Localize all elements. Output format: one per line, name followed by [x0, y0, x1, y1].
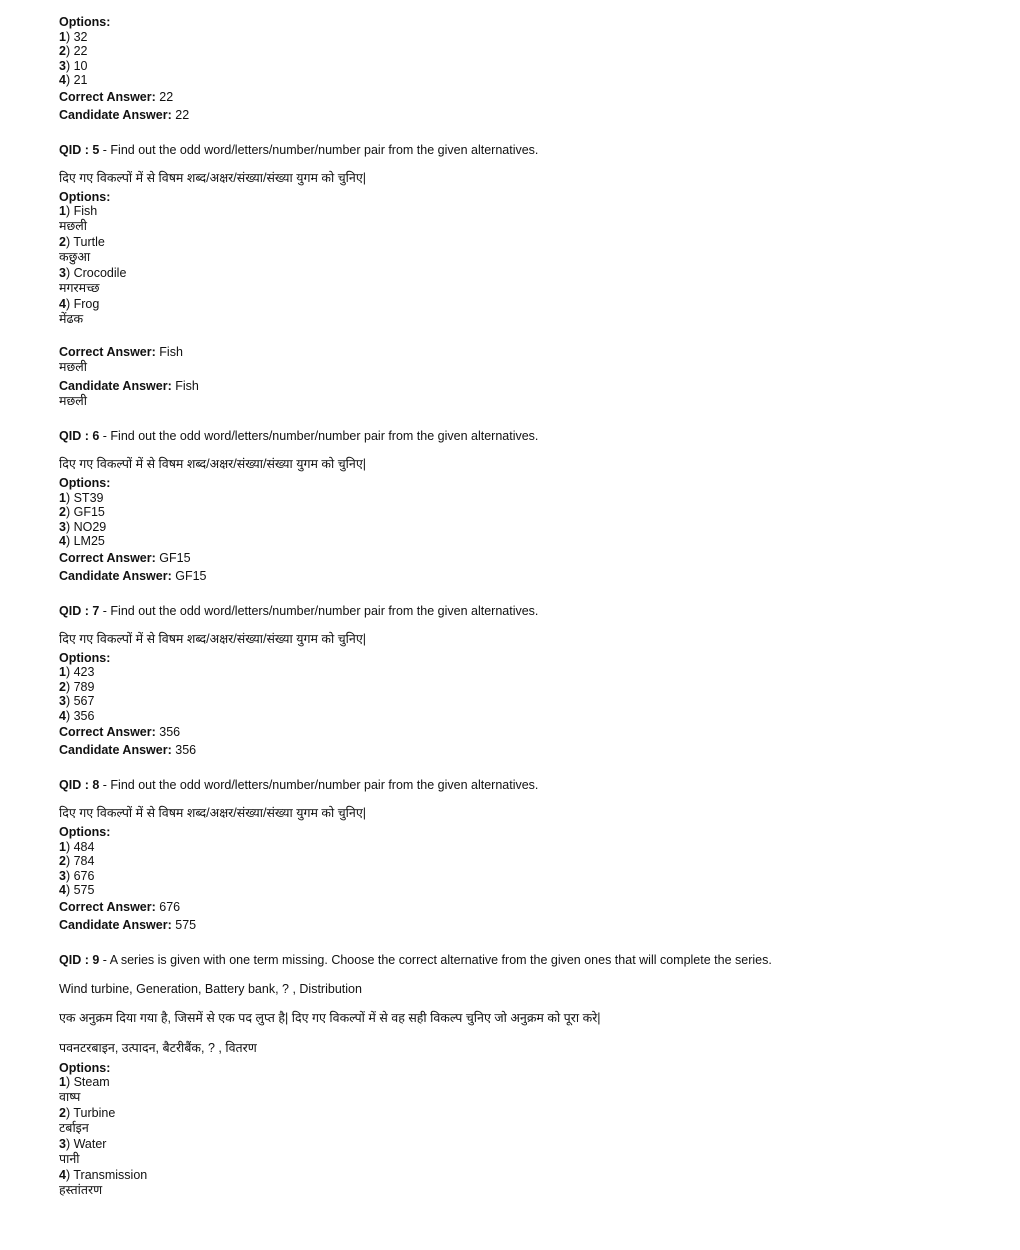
options-label: Options:: [59, 15, 111, 29]
option-2: 2) Turtle: [59, 235, 105, 249]
series-english: Wind turbine, Generation, Battery bank, ? , Distribution: [59, 981, 362, 996]
question-9: [59, 952, 999, 1198]
option-3: 3) NO29: [59, 519, 107, 534]
question-text: QID : 7 - Find out the odd word/letters/number/number pair from the given alternatives.: [59, 603, 539, 618]
option-1-hindi: मछली: [59, 218, 87, 233]
option-1: 1) 484: [59, 839, 95, 854]
option-2: 2) Turbine: [59, 1106, 116, 1120]
question-7: [59, 603, 999, 760]
option-3: 3) Water: [59, 1137, 107, 1151]
question-5: [59, 142, 999, 409]
option-2: 2) GF15: [59, 505, 105, 519]
option-4-hindi: हस्तांतरण: [59, 1182, 103, 1197]
document-page: [59, 15, 999, 1197]
correct-answer: Correct Answer: 22: [59, 89, 174, 104]
candidate-answer-hindi: मछली: [59, 393, 87, 408]
candidate-answer: Candidate Answer: 22: [59, 107, 190, 122]
correct-answer: Correct Answer: GF15: [59, 550, 191, 565]
question-6: [59, 428, 999, 585]
option-4: 4) 575: [59, 883, 95, 897]
question-8: [59, 777, 999, 934]
option-4: 4) Frog: [59, 297, 100, 311]
option-3: 3) 10: [59, 58, 88, 73]
correct-answer: Correct Answer: 676: [59, 899, 181, 914]
option-1: 1) Fish: [59, 204, 98, 218]
options-label: Options:: [59, 650, 111, 665]
option-1-hindi: वाष्प: [59, 1089, 81, 1104]
option-2: 2) 22: [59, 44, 88, 58]
option-3-hindi: पानी: [59, 1151, 80, 1166]
option-1: 1) Steam: [59, 1075, 110, 1089]
option-1: 1) 423: [59, 665, 95, 679]
question-text-hindi: दिए गए विकल्पों में से विषम शब्द/अक्षर/संख्या/संख्या युगम को चुनिए|: [59, 170, 367, 185]
options-label: Options:: [59, 1060, 111, 1075]
options-label: Options:: [59, 189, 111, 204]
series-hindi: पवनटरबाइन, उत्पादन, बैटरीबैंक, ? , वितरण: [59, 1040, 257, 1055]
question-text-hindi: एक अनुक्रम दिया गया है, जिसमें से एक पद लुप्त है| दिए गए विकल्पों में से वह सही विकल्प चुनिए जो अनुक्रम को पूरा करे|: [59, 1010, 601, 1025]
option-4: 4) Transmission: [59, 1168, 148, 1182]
option-3: 3) 676: [59, 868, 95, 883]
question-text-hindi: दिए गए विकल्पों में से विषम शब्द/अक्षर/संख्या/संख्या युगम को चुनिए|: [59, 457, 367, 471]
option-2: 2) 789: [59, 679, 95, 694]
candidate-answer: Candidate Answer: 356: [59, 743, 197, 757]
options-label: Options:: [59, 476, 111, 490]
option-1: 1) 32: [59, 29, 88, 44]
question-text-hindi: दिए गए विकल्पों में से विषम शब्द/अक्षर/संख्या/संख्या युगम को चुनिए|: [59, 631, 367, 646]
question-text: QID : 8 - Find out the odd word/letters/number/number pair from the given alternatives.: [59, 778, 539, 792]
correct-answer: Correct Answer: 356: [59, 725, 181, 739]
candidate-answer: Candidate Answer: GF15: [59, 568, 207, 583]
option-4-hindi: मेंढक: [59, 311, 84, 326]
option-3-hindi: मगरमच्छ: [59, 280, 100, 295]
correct-answer-hindi: मछली: [59, 359, 87, 374]
option-3: 3) Crocodile: [59, 266, 127, 280]
option-4: 4) 21: [59, 73, 88, 87]
option-2-hindi: टर्बाइन: [59, 1120, 89, 1135]
option-4: 4) LM25: [59, 534, 105, 548]
options-label: Options:: [59, 825, 111, 839]
question-text: QID : 9 - A series is given with one term missing. Choose the correct alternative from the given ones that will complete the series.: [59, 952, 772, 967]
option-2-hindi: कछुआ: [59, 249, 91, 264]
option-1: 1) ST39: [59, 490, 104, 505]
question-4-tail: [59, 15, 999, 124]
correct-answer: Correct Answer: Fish: [59, 345, 183, 359]
candidate-answer: Candidate Answer: 575: [59, 917, 197, 932]
option-3: 3) 567: [59, 694, 95, 708]
option-4: 4) 356: [59, 708, 95, 723]
question-text-hindi: दिए गए विकल्पों में से विषम शब्द/अक्षर/संख्या/संख्या युगम को चुनिए|: [59, 806, 367, 820]
candidate-answer: Candidate Answer: Fish: [59, 379, 199, 393]
question-text: QID : 5 - Find out the odd word/letters/number/number pair from the given alternatives.: [59, 142, 539, 157]
question-text: QID : 6 - Find out the odd word/letters/number/number pair from the given alternatives.: [59, 429, 539, 443]
option-2: 2) 784: [59, 854, 95, 868]
